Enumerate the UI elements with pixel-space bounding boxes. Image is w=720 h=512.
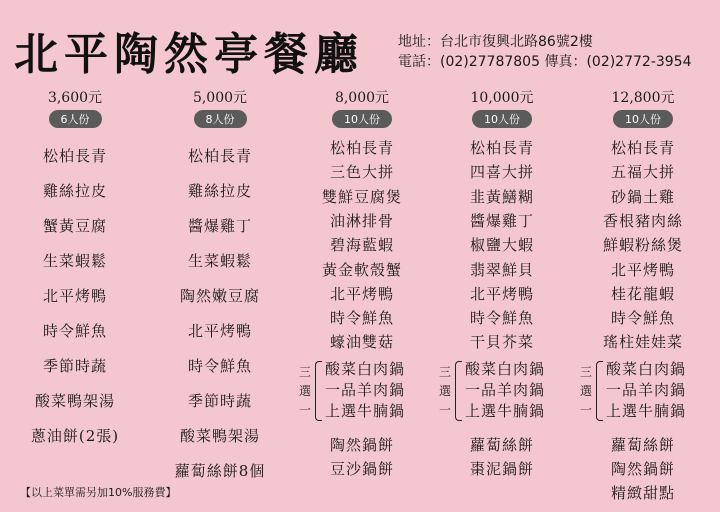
hotpot-option: 上選牛腩鍋 xyxy=(465,401,546,420)
dish-item: 時令鮮魚 xyxy=(42,322,107,340)
dish-item: 生菜蝦鬆 xyxy=(187,252,252,270)
dish-item: 雞絲拉皮 xyxy=(42,182,107,200)
address-text: 地址：台北市復興北路86號2樓 xyxy=(398,34,593,50)
choose-one-label: 三 選 一 xyxy=(438,364,451,417)
dish-item: 四喜大拼 xyxy=(469,163,534,182)
hotpot-option: 一品羊肉鍋 xyxy=(325,380,406,399)
dish-item: 時令鮮魚 xyxy=(329,309,394,328)
dish-item: 砂鍋土雞 xyxy=(610,187,675,206)
dish-item: 醬爆雞丁 xyxy=(469,211,534,230)
dish-item: 豆沙鍋餅 xyxy=(329,460,394,478)
dish-item: 酸菜鴨架湯 xyxy=(179,427,260,445)
menu-price: 3,600元 xyxy=(47,90,103,106)
dish-item: 干貝芥菜 xyxy=(469,333,534,352)
dish-item: 北平烤鴨 xyxy=(187,322,252,340)
hotpot-choice-group xyxy=(297,359,427,425)
menu-column xyxy=(155,88,285,480)
dish-item: 雞絲拉皮 xyxy=(187,182,252,200)
dish-item: 黃金軟殼蟹 xyxy=(321,260,402,279)
serving-size-badge: 10人份 xyxy=(613,110,673,128)
brace-icon xyxy=(596,361,603,421)
brace-icon xyxy=(455,361,462,421)
dish-item: 松柏長青 xyxy=(187,147,252,165)
hotpot-option: 上選牛腩鍋 xyxy=(325,401,406,420)
hotpot-choice-group xyxy=(578,359,708,425)
dish-item: 蘿蔔絲餅8個 xyxy=(174,462,266,480)
dish-item: 陶然鍋餅 xyxy=(329,435,394,454)
dish-item: 北平烤鴨 xyxy=(469,284,534,303)
hotpot-option: 上選牛腩鍋 xyxy=(606,401,687,420)
menu-column xyxy=(437,88,567,478)
dish-item: 桂花龍蝦 xyxy=(610,284,675,303)
dish-item: 蔥油餅(2張) xyxy=(30,427,120,445)
dish-item: 酸菜鴨架湯 xyxy=(34,392,115,410)
serving-size-badge: 10人份 xyxy=(472,110,532,128)
dish-item: 香根豬肉絲 xyxy=(602,211,683,230)
dish-item: 時令鮮魚 xyxy=(610,309,675,328)
serving-size-badge: 8人份 xyxy=(194,110,247,128)
dish-item: 五福大拼 xyxy=(610,163,675,182)
dish-item: 韭黃鱔糊 xyxy=(469,187,534,206)
hotpot-options xyxy=(325,359,405,422)
dish-item: 碧海藍蝦 xyxy=(329,236,394,255)
dish-item: 北平烤鴨 xyxy=(42,287,107,305)
menu-price: 5,000元 xyxy=(192,90,248,106)
dish-item: 蟹黃豆腐 xyxy=(42,217,107,235)
dish-item: 瑤柱娃娃菜 xyxy=(602,333,683,352)
hotpot-choice-group xyxy=(437,359,567,425)
menu-column xyxy=(10,88,140,445)
dish-item: 季節時蔬 xyxy=(42,357,107,375)
dish-item: 松柏長青 xyxy=(42,147,107,165)
dish-item: 油淋排骨 xyxy=(329,211,394,230)
brace-icon xyxy=(315,361,322,421)
hotpot-options xyxy=(465,359,545,422)
dish-item: 陶然嫩豆腐 xyxy=(179,287,260,305)
dish-item: 蘿蔔絲餅 xyxy=(469,435,534,454)
serving-size-badge: 10人份 xyxy=(332,110,392,128)
dish-item: 松柏長青 xyxy=(610,139,675,157)
hotpot-option: 一品羊肉鍋 xyxy=(606,380,687,399)
dish-item: 雙鮮豆腐煲 xyxy=(321,187,402,206)
dish-item: 時令鮮魚 xyxy=(469,309,534,328)
dish-item: 陶然鍋餅 xyxy=(610,460,675,478)
dish-item: 北平烤鴨 xyxy=(329,284,394,303)
choose-one-label: 三 選 一 xyxy=(579,364,592,417)
hotpot-option: 酸菜白肉鍋 xyxy=(325,359,406,378)
dish-item: 精緻甜點 xyxy=(610,484,675,503)
menu-column xyxy=(578,88,708,503)
hotpot-option: 酸菜白肉鍋 xyxy=(465,359,546,378)
choose-one-label: 三 選 一 xyxy=(298,364,311,417)
dish-item: 鮮蝦粉絲煲 xyxy=(602,236,683,255)
dish-item: 醬爆雞丁 xyxy=(187,217,252,235)
service-charge-note: 【以上菜單需另加10%服務費】 xyxy=(20,486,177,499)
dish-item: 椒鹽大蝦 xyxy=(469,236,534,255)
dish-item: 松柏長青 xyxy=(469,139,534,157)
menu-price: 8,000元 xyxy=(334,90,390,106)
hotpot-option: 酸菜白肉鍋 xyxy=(606,359,687,378)
dish-item: 生菜蝦鬆 xyxy=(42,252,107,270)
menu-price: 10,000元 xyxy=(470,90,534,106)
phone-text: 電話：(02)27787805 傳真：(02)2772-3954 xyxy=(398,54,692,70)
dish-item: 蠔油雙菇 xyxy=(329,333,394,352)
restaurant-title: 北平陶然亭餐廳 xyxy=(14,29,364,80)
dish-item: 蘿蔔絲餅 xyxy=(610,435,675,454)
dish-item: 三色大拼 xyxy=(329,163,394,182)
hotpot-option: 一品羊肉鍋 xyxy=(465,380,546,399)
contact-info xyxy=(398,32,692,72)
dish-item: 松柏長青 xyxy=(329,139,394,157)
dish-item: 棗泥鍋餅 xyxy=(469,460,534,478)
menu-column xyxy=(297,88,427,478)
dish-item: 北平烤鴨 xyxy=(610,260,675,279)
serving-size-badge: 6人份 xyxy=(49,110,102,128)
dish-item: 時令鮮魚 xyxy=(187,357,252,375)
dish-item: 季節時蔬 xyxy=(187,392,252,410)
menu-price: 12,800元 xyxy=(611,90,675,106)
dish-item: 翡翠鮮貝 xyxy=(469,260,534,279)
hotpot-options xyxy=(606,359,686,422)
